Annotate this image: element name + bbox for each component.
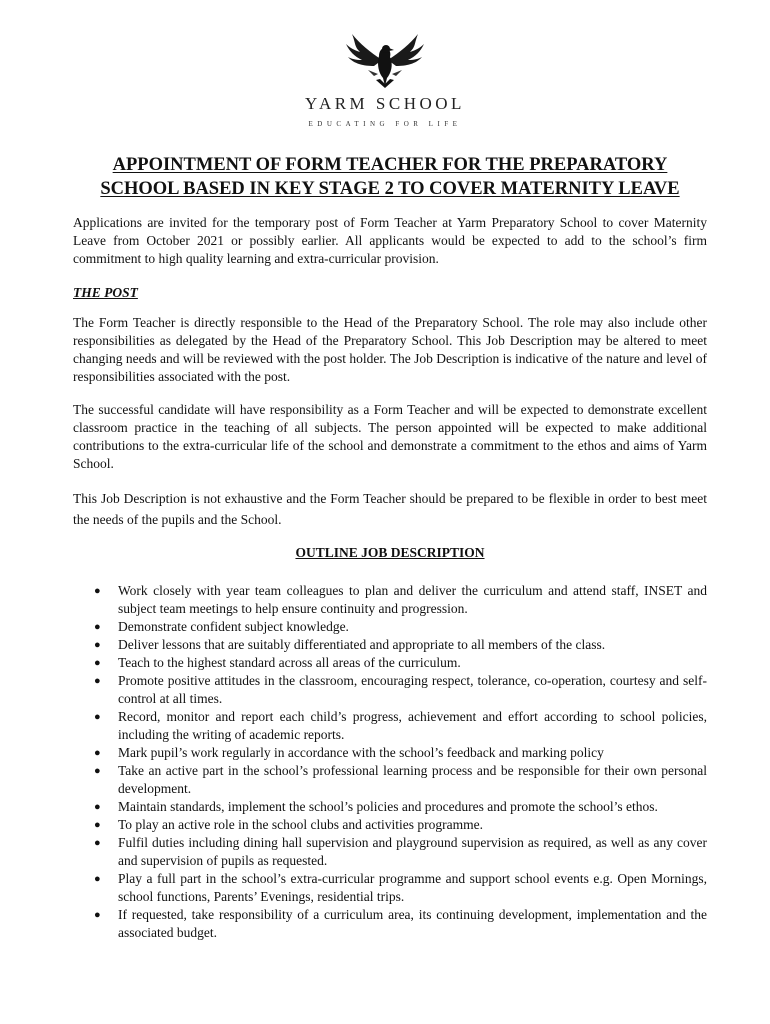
list-item-text: Maintain standards, implement the school’s policies and procedures and promote the school’s ethos.	[118, 799, 658, 814]
bullet-icon: ●	[94, 801, 101, 813]
list-item-text: If requested, take responsibility of a curriculum area, its continuing development, implementation and the associated budget.	[118, 907, 707, 940]
post-paragraph: The Form Teacher is directly responsible to the Head of the Preparatory School. The role may also include other responsibilities as delegated by the Head of the Preparatory School. This Job Description may be altered to meet changing needs and will be reviewed with the post holder. The Job Description is indicative of the nature and level of responsibilities associated with the post.	[73, 315, 707, 384]
outline-heading: OUTLINE JOB DESCRIPTION	[295, 545, 485, 560]
list-item	[73, 798, 707, 816]
bullet-icon: ●	[94, 747, 101, 759]
post-heading: THE POST	[73, 285, 138, 300]
list-item-text: Work closely with year team colleagues to plan and deliver the curriculum and attend staff, INSET and subject team meetings to help ensure continuity and progression.	[118, 583, 707, 616]
post-paragraph: This Job Description is not exhaustive and the Form Teacher should be prepared to be flexible in order to best meet the needs of the pupils and the School.	[73, 491, 707, 527]
post-paragraph: The successful candidate will have responsibility as a Form Teacher and will be expected to demonstrate excellent classroom practice in the teaching of all subjects. The person appointed will be expected to make additional contributions to the extra-curricular life of the school and demonstrate a commitment to the ethos and aims of Yarm School.	[73, 402, 707, 471]
eagle-crest-icon	[330, 30, 440, 92]
list-item	[73, 834, 707, 870]
bullet-icon: ●	[94, 585, 101, 597]
bullet-icon: ●	[94, 621, 101, 633]
list-item-text: Demonstrate confident subject knowledge.	[118, 619, 349, 634]
list-item-text: Fulfil duties including dining hall supervision and playground supervision as required, as well as any cover and supervision of pupils as requested.	[118, 835, 707, 868]
bullet-icon: ●	[94, 765, 101, 777]
bullet-icon: ●	[94, 675, 101, 687]
list-item	[73, 906, 707, 942]
bullet-icon: ●	[94, 819, 101, 831]
list-item-text: Mark pupil’s work regularly in accordance with the school’s feedback and marking policy	[118, 745, 604, 760]
bullet-icon: ●	[94, 837, 101, 849]
list-item	[73, 654, 707, 672]
list-item	[73, 708, 707, 744]
list-item	[73, 816, 707, 834]
bullet-icon: ●	[94, 639, 101, 651]
duties-list	[73, 582, 707, 942]
school-logo	[0, 30, 770, 128]
list-item	[73, 762, 707, 798]
list-item	[73, 744, 707, 762]
intro-paragraph: Applications are invited for the temporary post of Form Teacher at Yarm Preparatory School to cover Maternity Leave from October 2021 or possibly earlier. All applicants would be expected to add to the school’s firm commitment to high quality learning and extra-curricular provision.	[73, 215, 707, 266]
bullet-icon: ●	[94, 657, 101, 669]
list-item	[73, 672, 707, 708]
list-item	[73, 636, 707, 654]
bullet-icon: ●	[94, 909, 101, 921]
page-title: APPOINTMENT OF FORM TEACHER FOR THE PREPARATORY SCHOOL BASED IN KEY STAGE 2 TO COVER MATERNITY LEAVE	[100, 155, 680, 199]
list-item-text: Deliver lessons that are suitably differentiated and appropriate to all members of the class.	[118, 637, 606, 652]
list-item	[73, 618, 707, 636]
list-item	[73, 870, 707, 906]
list-item-text: Play a full part in the school’s extra-curricular programme and support school events e.g. Open Mornings, school functions, Parents’ Evenings, residential trips.	[118, 871, 707, 904]
list-item-text: Teach to the highest standard across all areas of the curriculum.	[118, 655, 461, 670]
bullet-icon: ●	[94, 711, 101, 723]
bullet-icon: ●	[94, 873, 101, 885]
list-item	[73, 582, 707, 618]
school-motto: EDUCATING FOR LIFE	[308, 120, 462, 128]
school-name: YARM SCHOOL	[305, 94, 465, 113]
list-item-text: Promote positive attitudes in the classroom, encouraging respect, tolerance, co-operation, courtesy and self-control at all times.	[118, 673, 707, 706]
list-item-text: Record, monitor and report each child’s progress, achievement and effort according to school policies, including the writing of academic reports.	[118, 709, 707, 742]
list-item-text: To play an active role in the school clubs and activities programme.	[118, 817, 483, 832]
document-body	[73, 153, 707, 942]
list-item-text: Take an active part in the school’s professional learning process and be responsible for their own personal development.	[118, 763, 707, 796]
